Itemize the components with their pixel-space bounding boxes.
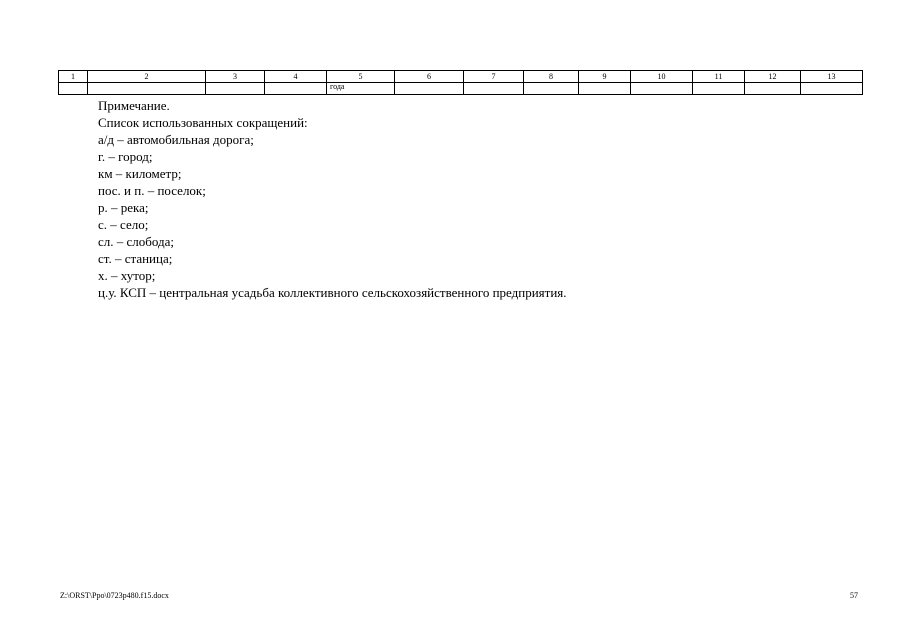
abbreviation-item: км – километр; [98,166,182,181]
column-number-cell: 12 [745,71,801,83]
abbreviations-heading: Список использованных сокращений: [98,115,308,130]
abbreviation-item: с. – село; [98,217,149,232]
table-cell: года [327,83,395,95]
data-table [58,70,863,95]
column-number-cell: 4 [265,71,327,83]
table-cell [579,83,631,95]
table-cell [631,83,693,95]
table-cell [206,83,265,95]
table-header-row [59,71,863,83]
table-cell [464,83,524,95]
abbreviation-item: ц.у. КСП – центральная усадьба коллективного сельскохозяйственного предприятия. [98,285,567,300]
table-row [59,83,863,95]
note-title: Примечание. [98,98,170,113]
table-cell [524,83,579,95]
column-number-cell: 8 [524,71,579,83]
column-number-cell: 2 [88,71,206,83]
column-number-cell: 11 [693,71,745,83]
table-cell [395,83,464,95]
abbreviation-item: ст. – станица; [98,251,173,266]
column-number-cell: 6 [395,71,464,83]
abbreviation-item: х. – хутор; [98,268,156,283]
column-number-cell: 9 [579,71,631,83]
abbreviation-item: р. – река; [98,200,149,215]
column-number-cell: 10 [631,71,693,83]
abbreviation-item: г. – город; [98,149,153,164]
column-number-cell: 13 [801,71,863,83]
table-cell [693,83,745,95]
table-cell [265,83,327,95]
column-number-cell: 1 [59,71,88,83]
column-number-cell: 3 [206,71,265,83]
footer-page-number: 57 [850,591,858,600]
column-number-cell: 5 [327,71,395,83]
column-number-cell: 7 [464,71,524,83]
table-cell [88,83,206,95]
table-cell [801,83,863,95]
abbreviation-item: пос. и п. – поселок; [98,183,206,198]
abbreviations-note [98,97,567,301]
table-cell [745,83,801,95]
abbreviation-item: а/д – автомобильная дорога; [98,132,254,147]
table-cell [59,83,88,95]
abbreviation-item: сл. – слобода; [98,234,175,249]
footer-file-path: Z:\ORST\Ppo\0723p480.f15.docx [60,591,169,600]
